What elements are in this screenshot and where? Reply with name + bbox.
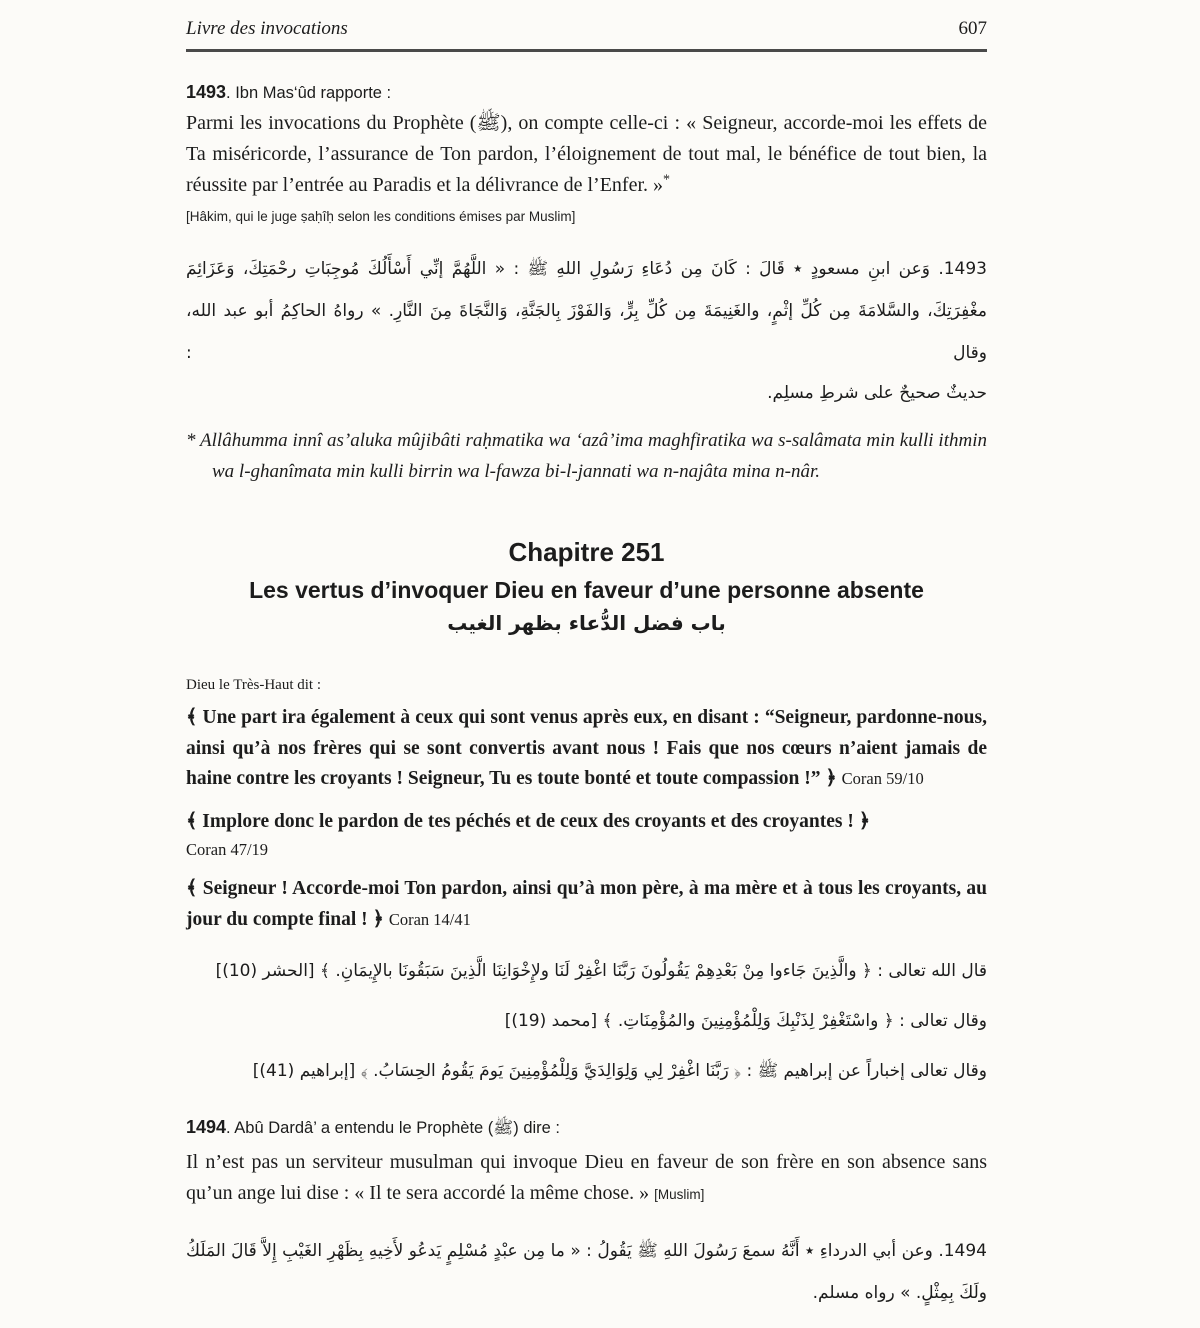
page-number: 607 — [958, 18, 987, 39]
hadith-1493-narrator: . Ibn Mas‘ûd rapporte : — [226, 84, 392, 102]
hadith-1493-number: 1493 — [186, 82, 227, 102]
quran-intro-label: Dieu le Très-Haut dit : — [186, 677, 321, 693]
quran-quote-2: ﴾ Implore donc le pardon de tes péchés et de ceux des croyants et des croyantes ! ﴿ — [186, 810, 871, 832]
quran-verse-arabic-1: قال الله تعالى : ﴿ والَّذِينَ جَاءوا مِنْ بَعْدِهِمْ يَقُولُونَ رَبَّنَا اغْفِرْ لَنَا ولإِخْوَانِنَا الَّذِينَ سَبَقُونَا بالإِيمَانِ. ﴾ [الحشر (10)] — [215, 961, 987, 981]
quran-quote-1: ﴾ Une part ira également à ceux qui sont venus après eux, en disant : “Seigneur, pardonne-nous, ainsi qu’à nos frères qui se sont convertis avant nous ! Fais que nos cœurs n’aient jamais de haine contre les croyants ! Seigneur, Tu es toute bonté et toute compassion !” ﴿ Coran 59/10 — [186, 707, 987, 789]
page-column — [186, 0, 987, 1314]
running-book-title: Livre des invocations — [186, 18, 348, 39]
quran-verse-arabic-2: وقال تعالى : ﴿ واسْتَغْفِرْ لِذَنْبِكَ وَلِلْمُؤْمِنِينَ والمُؤْمِنَاتِ. ﴾ [محمد (19)] — [504, 1011, 987, 1031]
chapter-title-arabic: باب فضل الدُّعاء بظهر الغيب — [447, 611, 726, 635]
hadith-1493-arabic: 1493. وَعن ابنِ مسعودٍ ٭ قَالَ : كَانَ مِن دُعَاءِ رَسُولِ اللهِ ﷺ : « اللَّهُمَّ إنِّي أَسْأَلُكَ مُوجِبَاتِ رحْمَتِكَ، وَعَزَائِمَ مغْفِرَتِكَ، والسَّلامَةَ مِن كُلِّ إثْمٍ، والغَنِيمَةَ مِن كُلِّ بِرٍّ، وَالفَوْزَ بِالجَنَّةِ، وَالنَّجَاةَ مِنَ النَّارِ. » رواهُ الحاكِمُ أبو عبد الله، وقال : — [186, 259, 987, 363]
hadith-1493-intro — [186, 82, 987, 103]
chapter-number: Chapitre 251 — [508, 537, 665, 567]
chapter-title: Les vertus d’invoquer Dieu en faveur d’une personne absente — [249, 577, 924, 603]
footnote-asterisk: * — [663, 172, 671, 188]
hadith-1494-number: 1494 — [186, 1117, 227, 1137]
quran-verse-arabic-3: وقال تعالى إخباراً عن إبراهيم ﷺ : ﴿ رَبَّنَا اغْفِرْ لِي وَلِوَالِدَيَّ وَلِلْمُؤْمِنِينَ يَومَ يَقُومُ الحِسَابُ. ﴾ [إبراهيم (41)] — [252, 1061, 987, 1081]
hadith-1493-transliteration: * Allâhumma innî as’aluka mûjibâti raḥmatika wa ‘azâ’ima maghfiratika wa s-salâmata min kulli ithmin wa l-ghanîmata min kulli birrin wa l-fawza bi-l-jannati wa n-najâta mina n-nâr. — [186, 430, 987, 482]
quran-ref-2: Coran 47/19 — [186, 840, 269, 859]
hadith-1493-body: Parmi les invocations du Prophète (ﷺ), on compte celle-ci : « Seigneur, accorde-moi les effets de Ta miséricorde, l’assurance de Ton pardon, l’éloignement de tout mal, le bénéfice de tout bien, la réussite par l’entrée au Paradis et la délivrance de l’Enfer. »* — [186, 112, 988, 196]
hadith-1494-intro — [186, 1117, 987, 1142]
hadith-1494-narrator: . Abû Dardâ’ a entendu le Prophète (ﷺ) dire : — [226, 1119, 560, 1137]
page-header — [186, 18, 987, 52]
quran-arabic-verses — [186, 951, 987, 1091]
hadith-1493-arabic-grading: حديثٌ صحيحٌ على شرطِ مسلِم. — [767, 383, 987, 403]
quran-quote-3: ﴾ Seigneur ! Accorde-moi Ton pardon, ainsi qu’à mon père, à ma mère et à tous les croyants, au jour du compte final ! ﴿ Coran 14/41 — [186, 878, 987, 930]
hadith-1494-source: [Muslim] — [654, 1187, 705, 1202]
hadith-1494-body: Il n’est pas un serviteur musulman qui invoque Dieu en faveur de son frère en son absence sans qu’un ange lui dise : « Il te sera accordé la même chose. » [Muslim] — [186, 1151, 987, 1204]
hadith-1493-source: [Hâkim, qui le juge ṣaḥîḥ selon les conditions émises par Muslim] — [186, 209, 576, 224]
quran-ref-1: Coran 59/10 — [841, 769, 924, 788]
hadith-1494-arabic: 1494. وعن أبي الدرداءِ ٭ أَنَّهُ سمعَ رَسُولَ اللهِ ﷺ يَقُولُ : « ما مِن عبْدٍ مُسْلِمٍ يَدعُو لأَخِيهِ بِظَهْرِ الغَيْبِ إِلاَّ قَالَ المَلَكُ ولَكَ بِمِثْلٍ. » رواه مسلم. — [186, 1241, 987, 1303]
quran-ref-3: Coran 14/41 — [388, 909, 471, 929]
